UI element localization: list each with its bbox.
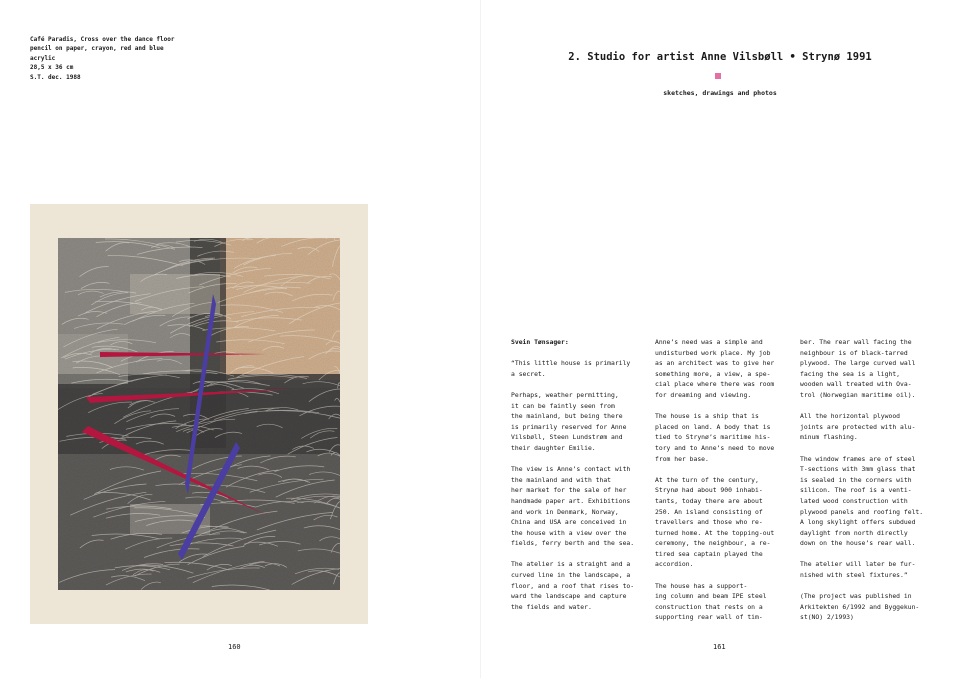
artwork-drawing	[30, 204, 368, 624]
page-gutter	[480, 0, 481, 678]
paragraph: All the horizontal plywood joints are protected with alu- minum flashing.	[800, 412, 916, 442]
artwork-caption	[30, 35, 175, 82]
paragraph: ber. The rear wall facing the neighbour is of black-tarred plywood. The large curved wall facing the sea is a light, wooden wall treated with Ova- trol (Norwegian maritime oil).	[800, 338, 916, 399]
caption-line: S.T. dec. 1988	[30, 73, 81, 81]
text-column-2	[655, 337, 790, 634]
page-number-left: 160	[228, 643, 241, 651]
caption-line: Café Paradis, Cross over the dance floor	[30, 36, 175, 43]
text-column-1	[511, 337, 646, 623]
author-name: Svein Tønsager:	[511, 338, 569, 346]
paragraph: The atelier is a straight and a curved line in the landscape, a floor, and a roof that rises to- ward the landscape and capture the fields and water.	[511, 560, 635, 611]
paragraph: The view is Anne’s contact with the mainland and with that her market for the sale of her handmade paper art. Exhibitions and work in Denmark, Norway, China and USA are conceived in the house with a view over the fields, ferry berth and the sea.	[511, 465, 635, 548]
page-number-right: 161	[713, 643, 726, 651]
text-column-3	[800, 337, 935, 634]
chapter-subtitle: sketches, drawings and photos	[663, 89, 777, 97]
paragraph: Anne’s need was a simple and undisturbed work place. My job as an architect was to give her something more, a view, a spe- cial place where there was room for dreaming and viewing.	[655, 338, 775, 399]
accent-square	[715, 73, 721, 79]
paragraph: (The project was published in Arkitekten 6/1992 and Byggekun- st(NO) 2/1993)	[800, 592, 920, 622]
caption-line: acrylic	[30, 54, 56, 62]
paragraph: Perhaps, weather permitting, it can be faintly seen from the mainland, but being there is primarily reserved for Anne Vilsbøll, Steen Lundstrøm and their daughter Emilie.	[511, 390, 627, 452]
paragraph: The house is a ship that is placed on land. A body that is tied to Strynø’s maritime his- tory and to Anne’s need to move from her base.	[655, 412, 775, 463]
caption-line: 28,5 x 36 cm	[30, 64, 74, 72]
paragraph: The house has a support- ing column and beam IPE steel construction that rests on a supporting rear wall of tim-	[655, 581, 767, 622]
paragraph: At the turn of the century, Strynø had about 900 inhabi- tants, today there are about 250. An island consisting of travellers and those who re- turned home. At the topping-out ceremony, the neighbour, a re- tired sea captain played the accordion.	[655, 475, 775, 569]
paragraph: The atelier will later be fur- nished with steel fixtures.”	[800, 560, 916, 580]
caption-line: pencil on paper, crayon, red and blue	[30, 45, 164, 53]
chapter-title: 2. Studio for artist Anne Vilsbøll • Strynø 1991	[568, 51, 872, 63]
paragraph: “This little house is primarily a secret.	[511, 359, 631, 378]
paragraph: The window frames are of steel T-sections with 3mm glass that is sealed in the corners with silicon. The roof is a venti- lated wood construction with plywood panels and roofing felt. A long skylight offers subdued daylight from north directly down on the house’s rear wall.	[800, 454, 924, 548]
